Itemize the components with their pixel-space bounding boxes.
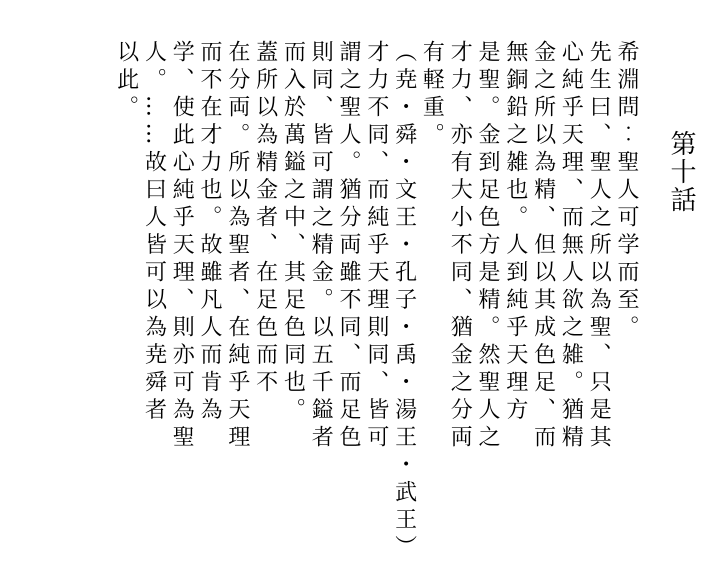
body-text [112,40,640,563]
text-column-17: 学、使此心純乎天理、則亦可為聖 [169,40,195,453]
text-column-16: 而不在才力也。故雖凡人而肯為 [197,40,223,425]
text-column-18: 人。……故曰人皆可以為尭舜者 [141,40,167,425]
text-column-3: 心純乎天理、而無人欲之雑。猶精 [558,40,584,453]
text-column-8: 有軽重。 [419,40,445,150]
text-column-7: 才力、亦有大小不同、猶金之分両 [447,40,473,453]
page-title: 第十話 [666,130,696,214]
text-column-10: 才力不同、而純乎天理則同、皆可 [363,40,389,453]
text-column-6: 是聖。金到足色方是精。然聖人之 [475,40,501,453]
text-column-5: 無銅鉛之雑也。人到純乎天理方 [502,40,528,425]
text-column-11: 謂之聖人。猶分両雖不同、而足色 [336,40,362,453]
text-column-1: 希淵問︰聖人可学而至。 [614,40,639,343]
text-column-19: 以此。 [113,40,139,123]
text-column-4: 金之所以為精、但以其成色足、而 [530,40,556,453]
text-column-9: （尭・舜・文王・孔子・禹・湯王・武王） [391,40,417,563]
text-column-12: 則同、皆可謂之精金。以五千鎰者 [308,40,334,453]
text-column-13: 而入於萬鎰之中、其足色同也。 [280,40,306,425]
text-column-15: 在分両。所以為聖者、在純乎天理 [224,40,250,453]
text-column-14: 蓋所以為精金者、在足色而不 [252,40,278,398]
text-column-2: 先生曰、聖人之所以為聖、只是其 [586,40,612,453]
